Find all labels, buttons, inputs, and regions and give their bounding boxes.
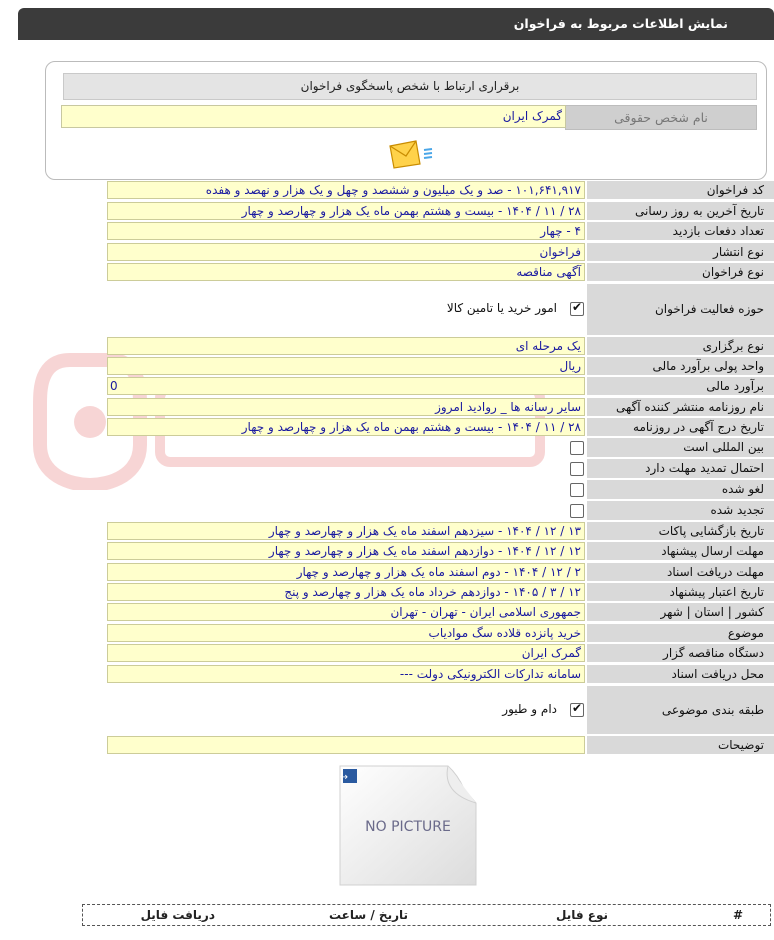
field-value: آگهی مناقصه <box>107 263 585 281</box>
field-row <box>107 202 774 221</box>
file-table-header <box>82 904 771 926</box>
field-label: کشور | استان | شهر <box>587 603 774 622</box>
field-label: تاریخ درج آگهی در روزنامه <box>587 418 774 437</box>
col-file-type: نوع فایل <box>556 908 608 922</box>
field-label: کد فراخوان <box>587 181 774 200</box>
international-checkbox[interactable] <box>570 441 584 455</box>
notes-value <box>107 736 585 754</box>
field-label: نوع برگزاری <box>587 337 774 356</box>
field-row <box>107 337 774 356</box>
activity-option: امور خرید یا تامین کالا <box>446 301 557 315</box>
notes-row <box>107 736 774 755</box>
field-value: ۲۸ / ۱۱ / ۱۴۰۴ - بیست و هشتم بهمن ماه یک هزار و چهارصد و چهار <box>107 202 585 220</box>
field-label: نوع فراخوان <box>587 263 774 282</box>
field-label: موضوع <box>587 624 774 643</box>
category-row <box>107 686 774 735</box>
envelope-icon[interactable] <box>386 138 434 170</box>
page-title: نمایش اطلاعات مربوط به فراخوان <box>513 16 728 31</box>
field-row <box>107 583 774 602</box>
field-value: ۴ - چهار <box>107 222 585 240</box>
contact-panel <box>45 61 767 180</box>
field-row <box>107 243 774 262</box>
field-row <box>107 603 774 622</box>
field-value: خرید پانزده قلاده سگ موادیاب <box>107 624 585 642</box>
field-row <box>107 644 774 663</box>
field-row <box>107 377 774 396</box>
field-value: فراخوان <box>107 243 585 261</box>
field-label: تعداد دفعات بازدید <box>587 222 774 241</box>
col-download: دریافت فایل <box>140 908 215 922</box>
check-row <box>107 438 774 458</box>
contact-title: برقراری ارتباط با شخص پاسخگوی فراخوان <box>63 73 757 100</box>
field-label: برآورد مالی <box>587 377 774 396</box>
field-label: دستگاه مناقصه گزار <box>587 644 774 663</box>
field-value: ۱۲ / ۳ / ۱۴۰۵ - دوازدهم خرداد ماه یک هزار و چهارصد و پنج <box>107 583 585 601</box>
field-row <box>107 522 774 541</box>
legal-person-label: نام شخص حقوقی <box>565 105 757 130</box>
no-picture-image <box>338 763 478 887</box>
field-row <box>107 357 774 376</box>
field-value: جمهوری اسلامی ایران - تهران - تهران <box>107 603 585 621</box>
extension-checkbox[interactable] <box>570 462 584 476</box>
category-checkbox[interactable] <box>570 703 584 717</box>
check-label: لغو شده <box>587 480 774 500</box>
field-value: ۱۲ / ۱۲ / ۱۴۰۴ - دوازدهم اسفند ماه یک هزار و چهارصد و چهار <box>107 542 585 560</box>
legal-person-value: گمرک ایران <box>61 105 566 128</box>
field-label: تاریخ آخرین به روز رسانی <box>587 202 774 221</box>
field-value: ۱۳ / ۱۲ / ۱۴۰۴ - سیزدهم اسفند ماه یک هزار و چهارصد و چهار <box>107 522 585 540</box>
cancelled-checkbox[interactable] <box>570 483 584 497</box>
field-label: نوع انتشار <box>587 243 774 262</box>
activity-row <box>107 284 774 336</box>
field-label: مهلت دریافت اسناد <box>587 563 774 582</box>
field-row <box>107 181 774 200</box>
field-row <box>107 418 774 437</box>
col-number: # <box>732 908 743 922</box>
renewed-checkbox[interactable] <box>570 504 584 518</box>
field-label: مهلت ارسال پیشنهاد <box>587 542 774 561</box>
field-value: 0 <box>107 377 585 395</box>
field-label: نام روزنامه منتشر کننده آگهی <box>587 398 774 417</box>
svg-text:→: → <box>339 772 348 783</box>
field-row <box>107 263 774 282</box>
check-row <box>107 480 774 500</box>
check-label: احتمال تمدید مهلت دارد <box>587 459 774 479</box>
page-header <box>18 8 774 40</box>
field-value: ۲۸ / ۱۱ / ۱۴۰۴ - بیست و هشتم بهمن ماه یک هزار و چهارصد و چهار <box>107 418 585 436</box>
field-label: تاریخ اعتبار پیشنهاد <box>587 583 774 602</box>
category-label: طبقه بندی موضوعی <box>587 686 774 735</box>
field-label: تاریخ بازگشایی پاکات <box>587 522 774 541</box>
field-row <box>107 563 774 582</box>
field-row <box>107 665 774 684</box>
check-label: تجدید شده <box>587 501 774 521</box>
check-row <box>107 459 774 479</box>
field-value: ۱۰۱,۶۴۱,۹۱۷ - صد و یک میلیون و ششصد و چهل و یک هزار و نهصد و هفده <box>107 181 585 199</box>
field-label: محل دریافت اسناد <box>587 665 774 684</box>
field-row <box>107 222 774 241</box>
field-value: ۲ / ۱۲ / ۱۴۰۴ - دوم اسفند ماه یک هزار و چهارصد و چهار <box>107 563 585 581</box>
col-date-time: تاریخ / ساعت <box>328 908 408 922</box>
field-label: واحد پولی برآورد مالی <box>587 357 774 376</box>
check-label: بین المللی است <box>587 438 774 458</box>
activity-checkbox[interactable] <box>570 302 584 316</box>
category-option: دام و طیور <box>502 702 557 716</box>
field-value: ریال <box>107 357 585 375</box>
field-value: گمرک ایران <box>107 644 585 662</box>
field-value: یک مرحله ای <box>107 337 585 355</box>
activity-cell <box>107 284 585 336</box>
field-row <box>107 542 774 561</box>
field-row <box>107 398 774 417</box>
field-value: سایر رسانه ها _ روادید امروز <box>107 398 585 416</box>
no-picture-text: NO PICTURE <box>365 819 451 835</box>
field-value: سامانه تدارکات الکترونیکی دولت --- <box>107 665 585 683</box>
field-row <box>107 624 774 643</box>
check-row <box>107 501 774 521</box>
notes-label: توضیحات <box>587 736 774 755</box>
activity-label: حوزه فعالیت فراخوان <box>587 284 774 336</box>
